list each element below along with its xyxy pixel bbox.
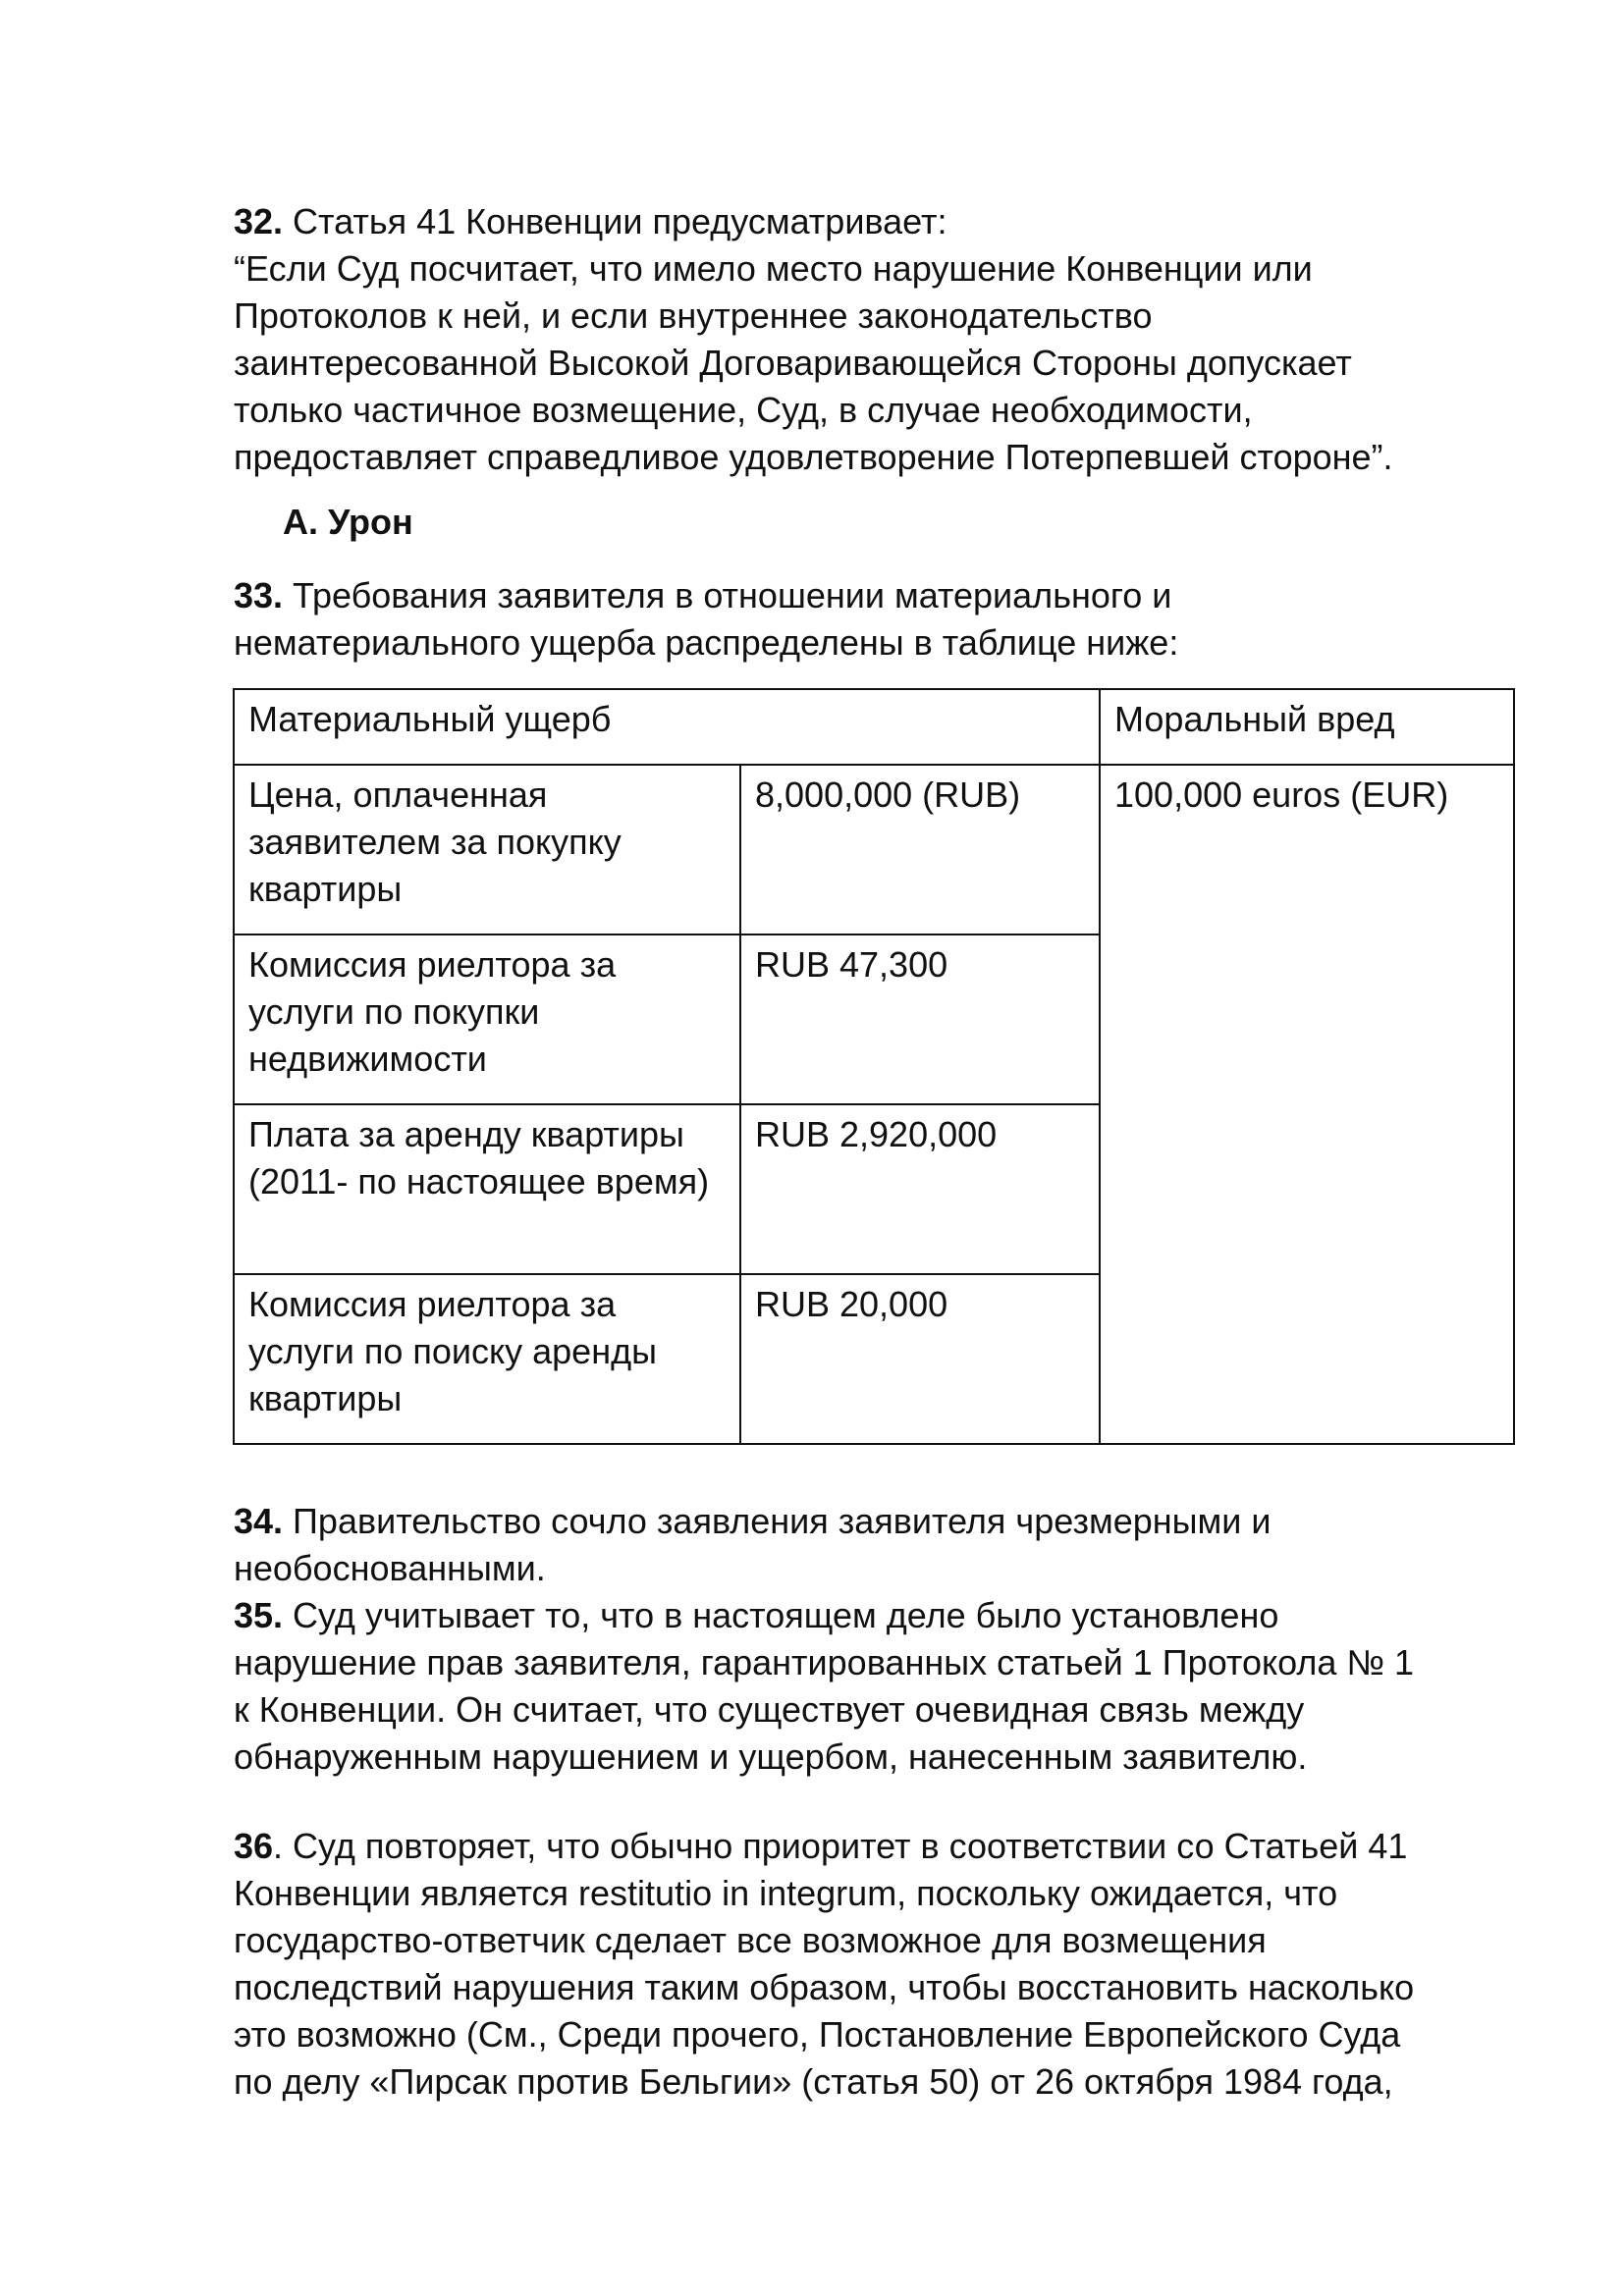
moral-damage-value: 100,000 euros (EUR) [1100,765,1514,1444]
row-amount: RUB 2,920,000 [740,1104,1100,1274]
paragraph-32-line-5: только частичное возмещение, Суд, в случае необходимости, [234,390,1253,430]
paragraph-34-line-2: необоснованными. [234,1548,546,1588]
row-amount: RUB 20,000 [740,1274,1100,1444]
paragraph-33-line-2: нематериального ущерба распределены в таблице ниже: [234,622,1179,663]
paragraph-34-number: 34. [234,1501,284,1541]
paragraph-36 [234,1823,1530,2106]
paragraph-36-line-2: Конвенции является restitutio in integrum, поскольку ожидается, что [234,1873,1338,1913]
table-row [234,765,1514,934]
row-item: Цена, оплаченная заявителем за покупку квартиры [234,765,740,934]
paragraph-35-number: 35. [234,1595,284,1635]
paragraph-33 [234,572,1530,667]
paragraph-36-line-1: 36. Суд повторяет, что обычно приоритет в соответствии со Статьей 41 [234,1826,1408,1866]
paragraph-32-line-3: Протоколов к ней, и если внутреннее законодательство [234,295,1153,336]
damages-table [233,688,1515,1445]
row-amount: RUB 47,300 [740,934,1100,1104]
paragraph-35-line-4: обнаруженным нарушением и ущербом, нанесенным заявителю. [234,1736,1308,1777]
paragraph-32-line-6: предоставляет справедливое удовлетворение Потерпевшей стороне”. [234,437,1393,477]
row-item: Плата за аренду квартиры (2011- по настоящее время) [234,1104,740,1274]
header-moral-damage: Моральный вред [1100,689,1514,765]
paragraph-35-line-3: к Конвенции. Он считает, что существует очевидная связь между [234,1689,1305,1730]
paragraph-36-line-3: государство-ответчик сделает все возможное для возмещения [234,1920,1267,1960]
section-heading: A. Урон [283,502,413,542]
paragraph-33-line-1: 33. Требования заявителя в отношении материального и [234,575,1172,615]
paragraph-36-number: 36 [234,1826,274,1866]
table-header-row [234,689,1514,765]
paragraph-36-line-4: последствий нарушения таким образом, чтобы восстановить насколько [234,1967,1415,2007]
paragraph-32-number: 32. [234,201,284,241]
paragraph-32 [234,198,1530,481]
paragraph-32-line-1: 32. Статья 41 Конвенции предусматривает: [234,201,947,241]
paragraph-32-line-2: “Если Суд посчитает, что имело место нарушение Конвенции или [234,248,1313,289]
paragraphs-34-35 [234,1498,1530,1781]
paragraph-34-line-1: 34. Правительство сочло заявления заявителя чрезмерными и [234,1501,1271,1541]
paragraph-33-number: 33. [234,575,284,615]
paragraph-36-line-6: по делу «Пирсак против Бельгии» (статья 50) от 26 октября 1984 года, [234,2061,1393,2102]
paragraph-32-line-4: заинтересованной Высокой Договаривающейся Стороны допускает [234,343,1352,383]
paragraph-36-line-5: это возможно (См., Среди прочего, Постановление Европейского Суда [234,2014,1401,2055]
header-material-damage: Материальный ущерб [234,689,1100,765]
paragraph-35-line-1: 35. Суд учитывает то, что в настоящем деле было установлено [234,1595,1279,1635]
row-item: Комиссия риелтора за услуги по покупки недвижимости [234,934,740,1104]
row-amount: 8,000,000 (RUB) [740,765,1100,934]
paragraph-35-line-2: нарушение прав заявителя, гарантированных статьей 1 Протокола № 1 [234,1642,1415,1682]
row-item: Комиссия риелтора за услуги по поиску аренды квартиры [234,1274,740,1444]
